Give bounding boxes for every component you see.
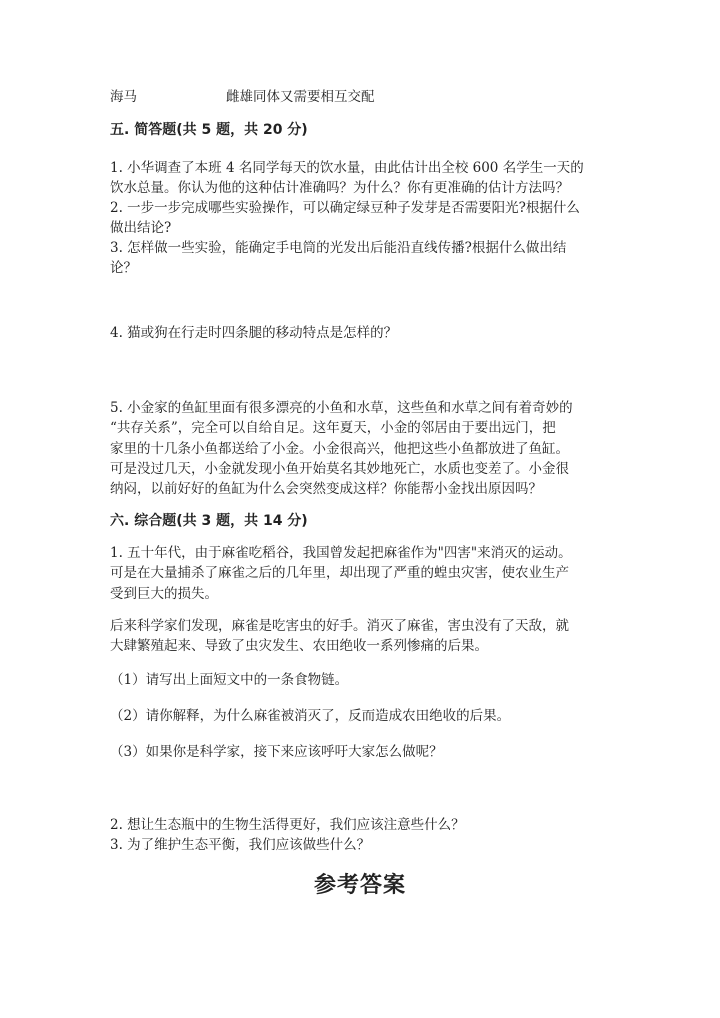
text-line: 可是没过几天，小金就发现小鱼开始莫名其妙地死亡，水质也变差了。小金很 bbox=[110, 461, 569, 477]
answer-title: 参考答案 bbox=[313, 873, 406, 898]
text-line: 2. 一步一步完成哪些实验操作，可以确定绿豆种子发芽是否需要阳光?根据什么 bbox=[110, 200, 580, 216]
text-line: 1. 五十年代，由于麻雀吃稻谷，我国曾发起把麻雀作为"四害"来消灭的运动。 bbox=[110, 545, 572, 561]
section-heading: 六. 综合题(共 3 题，共 14 分) bbox=[110, 513, 308, 529]
text-line: 家里的十几条小鱼都送给了小金。小金很高兴，他把这些小鱼都放进了鱼缸。 bbox=[110, 441, 569, 457]
section-heading: 五. 简答题(共 5 题，共 20 分) bbox=[110, 122, 308, 138]
text-line: 3. 为了维护生态平衡，我们应该做些什么？ bbox=[110, 837, 371, 853]
text-line: 受到巨大的损失。 bbox=[110, 586, 218, 602]
text-line: （1）请写出上面短文中的一条食物链。 bbox=[110, 672, 349, 688]
text-line: 4. 猫或狗在行走时四条腿的移动特点是怎样的？ bbox=[110, 325, 398, 341]
text-line: 后来科学家们发现，麻雀是吃害虫的好手。消灭了麻雀，害虫没有了天敌，就 bbox=[110, 618, 569, 634]
text-line: 2. 想让生态瓶中的生物生活得更好，我们应该注意些什么？ bbox=[110, 817, 465, 833]
text-line: 大肆繁殖起来、导致了虫灾发生、农田绝收一系列惨痛的后果。 bbox=[110, 638, 488, 654]
text-line: 做出结论? bbox=[110, 220, 172, 236]
text-line: “共存关系”，完全可以自给自足。这年夏天，小金的邻居由于要出远门，把 bbox=[110, 420, 556, 436]
text-line: 饮水总量。你认为他的这种估计准确吗？为什么？你有更准确的估计方法吗？ bbox=[110, 180, 569, 196]
text-line: 3. 怎样做一些实验，能确定手电筒的光发出后能沿直线传播?根据什么做出结 bbox=[110, 240, 567, 256]
text-line: 1. 小华调查了本班 4 名同学每天的饮水量，由此估计出全校 600 名学生一天的 bbox=[110, 160, 584, 176]
text-line: （3）如果你是科学家，接下来应该呼吁大家怎么做呢？ bbox=[110, 744, 443, 760]
match-trait: 雌雄同体又需要相互交配 bbox=[226, 89, 375, 105]
text-line: 5. 小金家的鱼缸里面有很多漂亮的小鱼和水草，这些鱼和水草之间有着奇妙的 bbox=[110, 400, 573, 416]
text-line: （2）请你解释，为什么麻雀被消灭了，反而造成农田绝收的后果。 bbox=[110, 708, 511, 724]
text-line: 纳闷，以前好好的鱼缸为什么会突然变成这样？你能帮小金找出原因吗？ bbox=[110, 481, 542, 497]
match-animal: 海马 bbox=[110, 89, 137, 105]
text-line: 论？ bbox=[110, 260, 137, 276]
text-line: 可是在大量捕杀了麻雀之后的几年里，却出现了严重的蝗虫灾害，使农业生产 bbox=[110, 565, 569, 581]
